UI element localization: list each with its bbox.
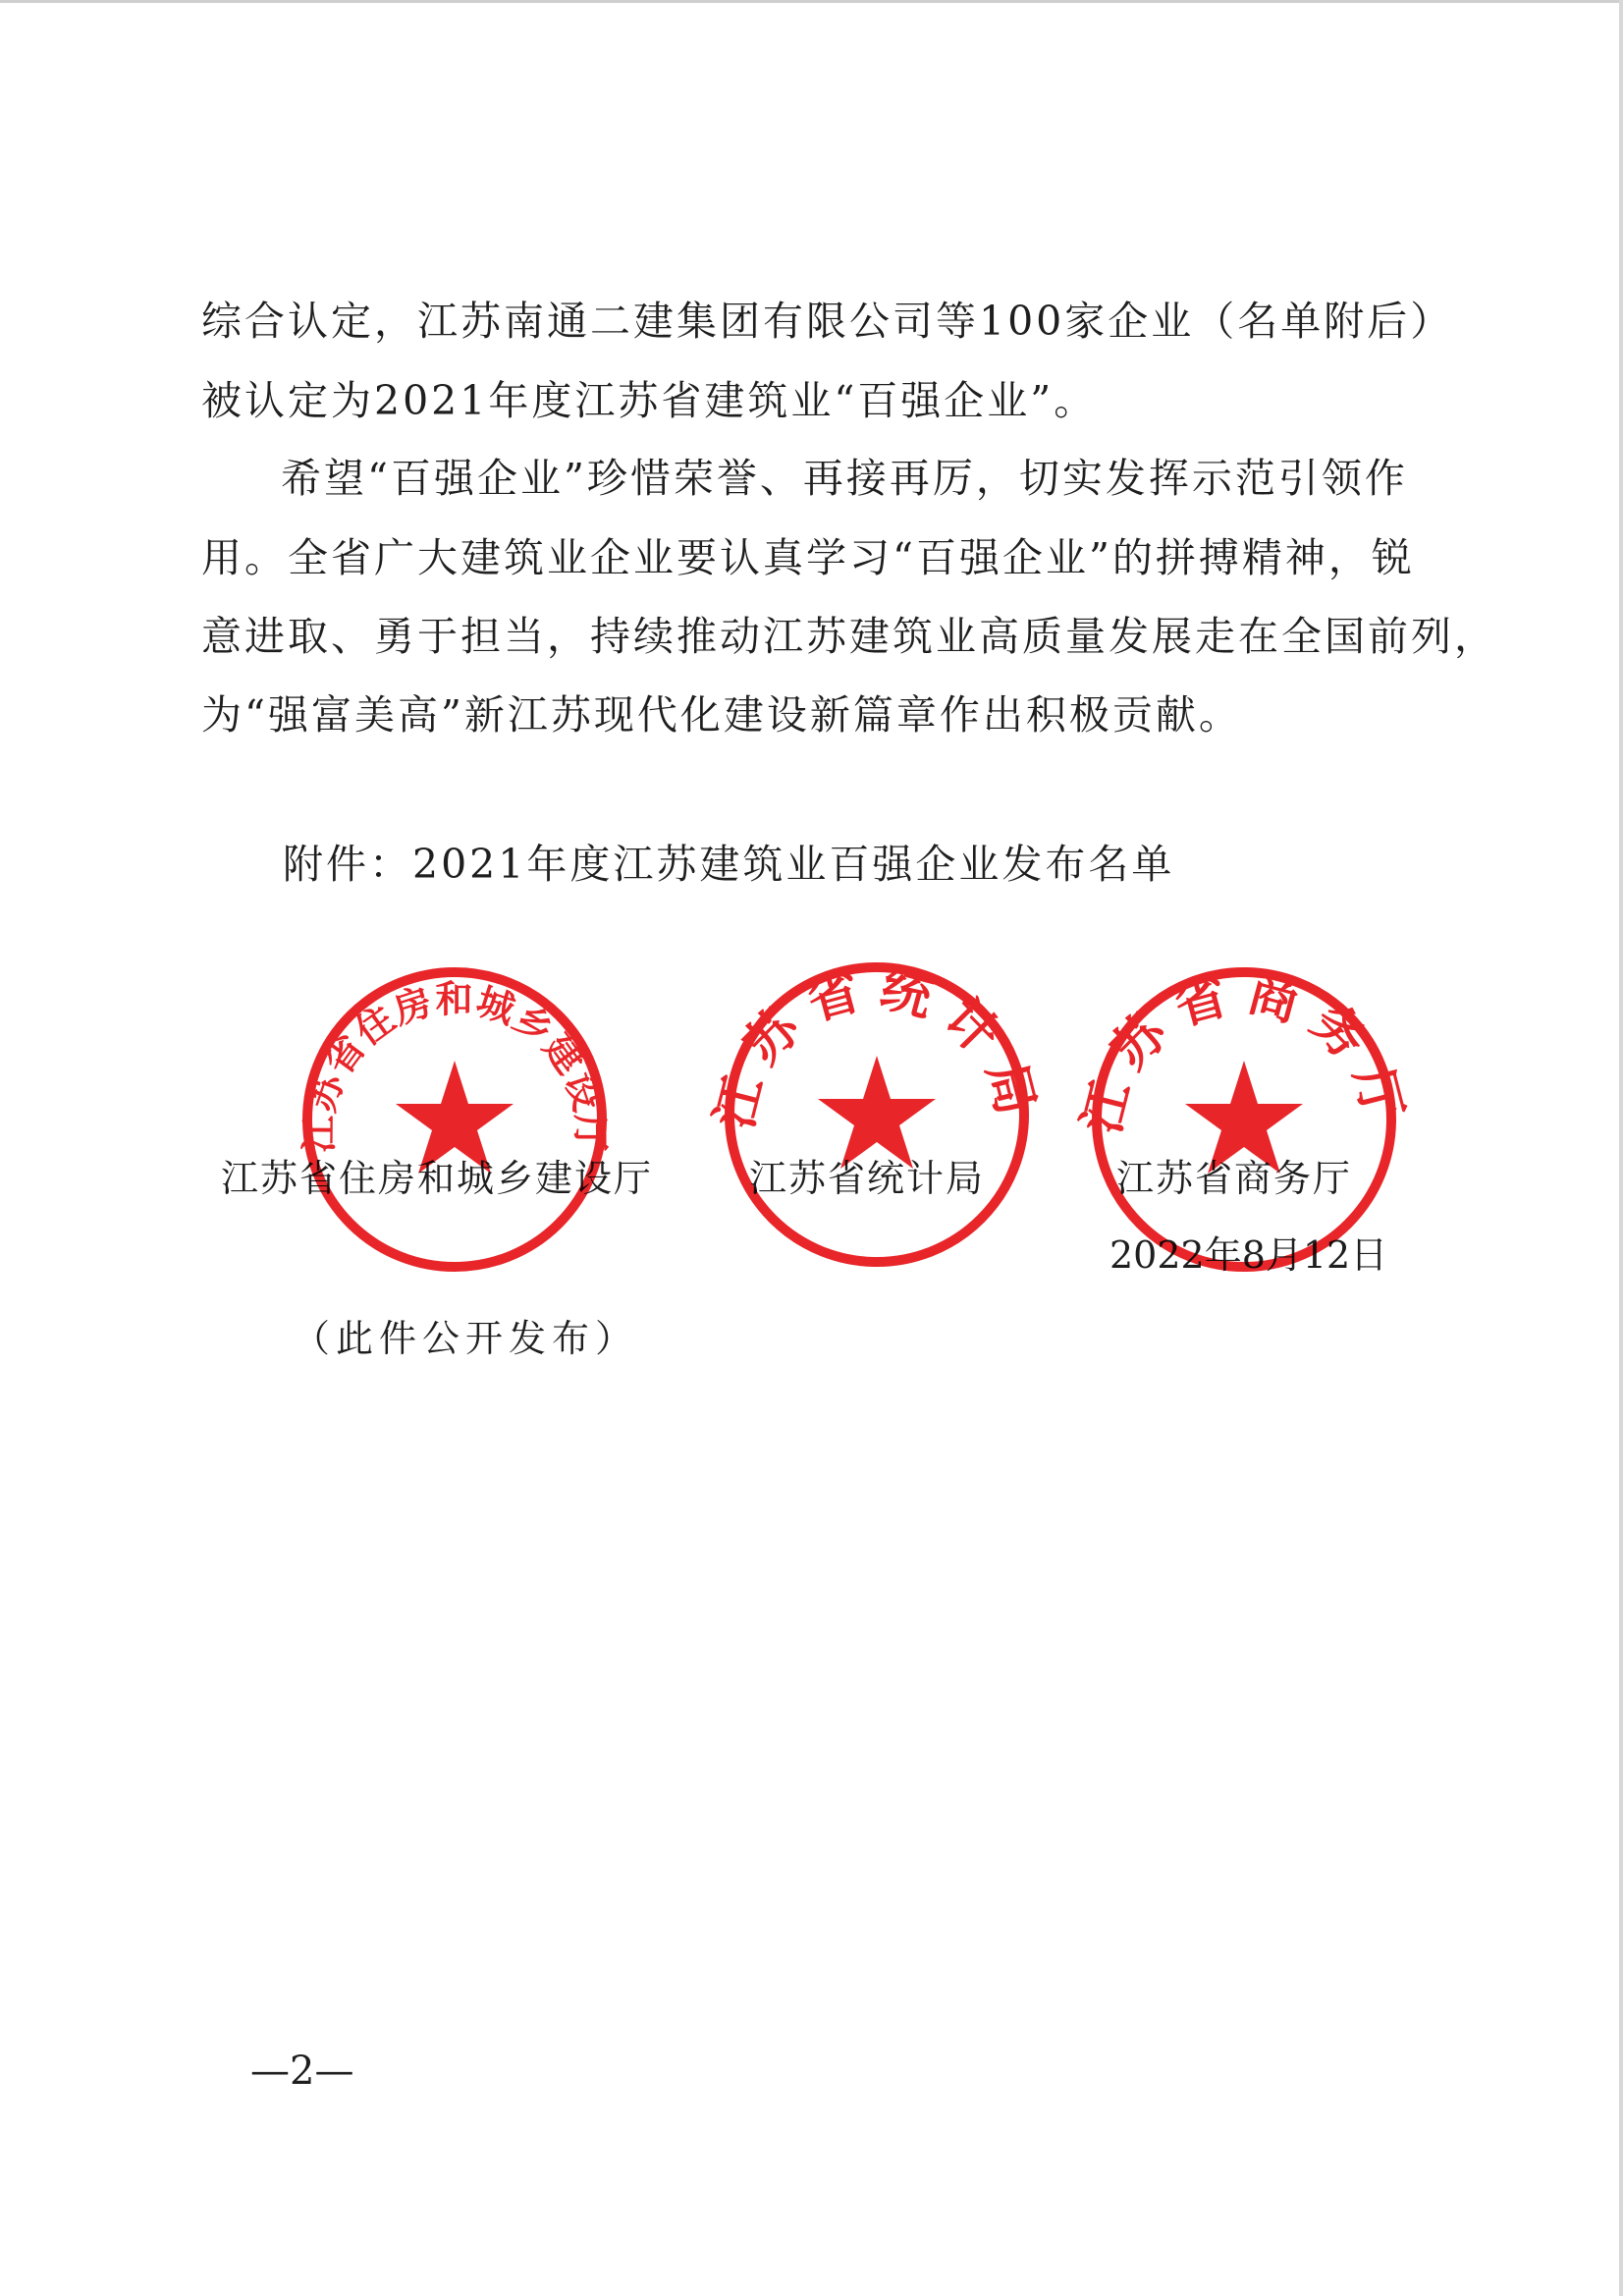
signature-org-commerce: 江苏省商务厅: [1116, 1157, 1353, 1200]
scan-edge-right: [1619, 0, 1623, 2296]
official-seal-housing: [298, 962, 612, 1277]
body-line-2: 被认定为2021年度江苏省建筑业“百强企业”。: [201, 377, 1098, 424]
issue-date: 2022年8月12日: [1109, 1233, 1388, 1277]
body-line-5: 意进取、勇于担当，持续推动江苏建筑业高质量发展走在全国前列，: [201, 613, 1497, 660]
body-line-1: 综合认定，江苏南通二建集团有限公司等100家企业（名单附后）: [201, 298, 1454, 345]
seal-3-star-icon: [1185, 1061, 1303, 1174]
official-seal-commerce: [1071, 962, 1417, 1277]
page-number: —2—: [250, 2049, 354, 2094]
attachment-line: 附件：2021年度江苏建筑业百强企业发布名单: [283, 841, 1175, 888]
seal-2-star-icon: [818, 1056, 936, 1169]
seal-1-star-icon: [396, 1061, 514, 1174]
official-seal-statistics: [704, 957, 1050, 1272]
svg-text:江苏省统计局: 江苏省统计局: [704, 957, 1050, 1134]
svg-text:江苏省商务厅: 江苏省商务厅: [1071, 962, 1417, 1139]
body-line-4: 用。全省广大建筑业企业要认真学习“百强企业”的拼搏精神，锐: [201, 534, 1415, 581]
publication-note: （此件公开发布）: [293, 1317, 639, 1360]
signature-org-statistics: 江苏省统计局: [749, 1157, 986, 1200]
signature-org-housing: 江苏省住房和城乡建设厅: [221, 1157, 654, 1200]
body-line-3: 希望“百强企业”珍惜荣誉、再接再厉，切实发挥示范引领作: [281, 455, 1408, 502]
seal-1-inscription: 江苏省住房和城乡建设厅: [296, 976, 614, 1154]
scan-edge-top: [0, 0, 1623, 3]
body-line-6: 为“强富美高”新江苏现代化建设新篇章作出积极贡献。: [201, 691, 1242, 738]
